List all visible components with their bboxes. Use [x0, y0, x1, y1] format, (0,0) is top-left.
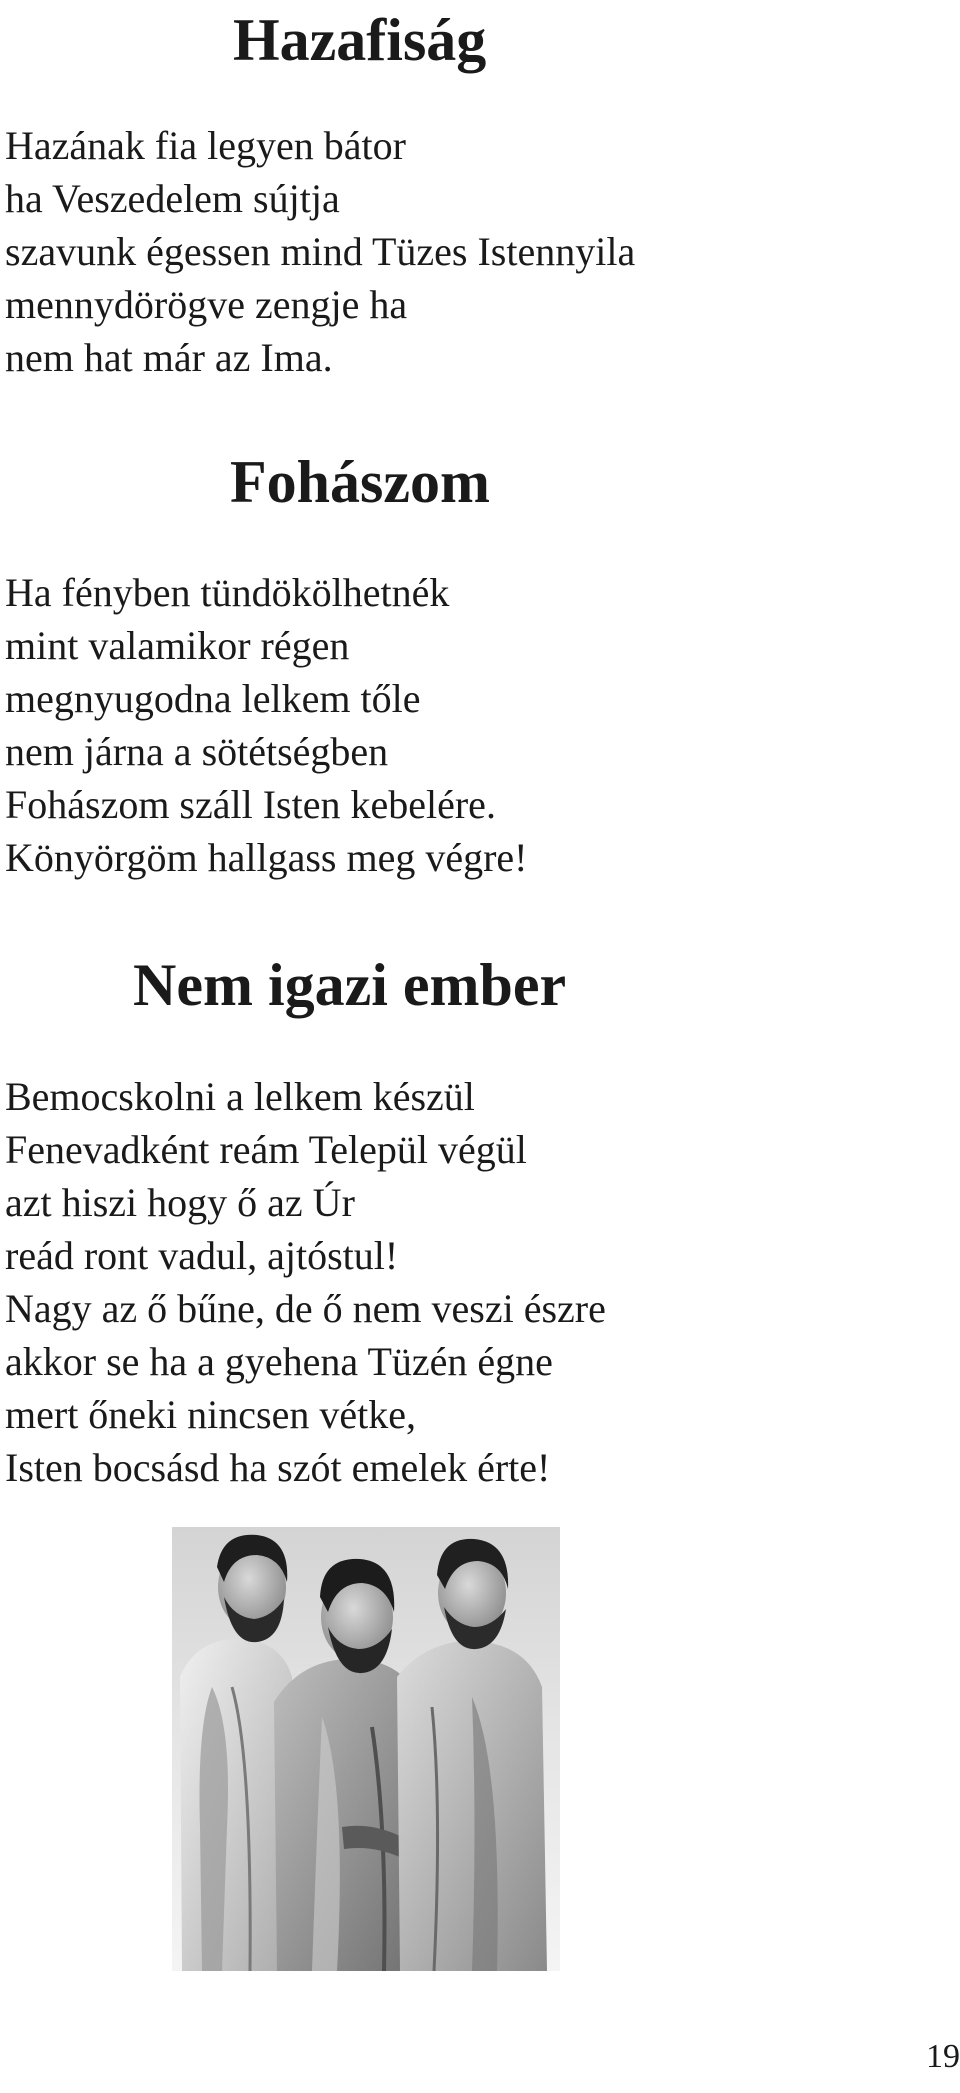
- poem-body-fohaszom: [5, 566, 527, 884]
- poem-line: akkor se ha a gyehena Tüzén égne: [5, 1339, 553, 1384]
- poem-line: mint valamikor régen: [5, 623, 350, 668]
- poem-title-fohaszom: Fohászom: [230, 449, 490, 515]
- poem-line: mert őneki nincsen vétke,: [5, 1392, 416, 1437]
- poem-body-nem-igazi-ember: [5, 1070, 606, 1494]
- poem-line: ha Veszedelem sújtja: [5, 176, 340, 221]
- poem-line: Isten bocsásd ha szót emelek érte!: [5, 1445, 551, 1490]
- three-bearded-men-illustration: [172, 1527, 560, 1971]
- poem-line: nem hat már az Ima.: [5, 335, 333, 380]
- poem-line: nem járna a sötétségben: [5, 729, 389, 774]
- poem-title-hazafisag: Hazafiság: [233, 7, 487, 73]
- poem-title-nem-igazi-ember: Nem igazi ember: [133, 952, 567, 1018]
- poem-line: Ha fényben tündökölhetnék: [5, 570, 450, 615]
- poem-line: Hazának fia legyen bátor: [5, 123, 406, 168]
- poem-line: Könyörgöm hallgass meg végre!: [5, 835, 528, 880]
- poem-line: szavunk égessen mind Tüzes Istennyila: [5, 229, 636, 274]
- poem-line: reád ront vadul, ajtóstul!: [5, 1233, 399, 1278]
- poem-line: Nagy az ő bűne, de ő nem veszi észre: [5, 1286, 606, 1331]
- poem-line: Fenevadként reám Települ végül: [5, 1127, 527, 1172]
- poem-line: Bemocskolni a lelkem készül: [5, 1074, 475, 1119]
- page-number: 19: [926, 2038, 960, 2075]
- poem-body-hazafisag: [5, 119, 635, 384]
- poem-line: azt hiszi hogy ő az Úr: [5, 1180, 355, 1225]
- poem-line: megnyugodna lelkem tőle: [5, 676, 421, 721]
- poem-line: Fohászom száll Isten kebelére.: [5, 782, 496, 827]
- poem-line: mennydörögve zengje ha: [5, 282, 408, 327]
- illustration-artwork: [172, 1527, 560, 1971]
